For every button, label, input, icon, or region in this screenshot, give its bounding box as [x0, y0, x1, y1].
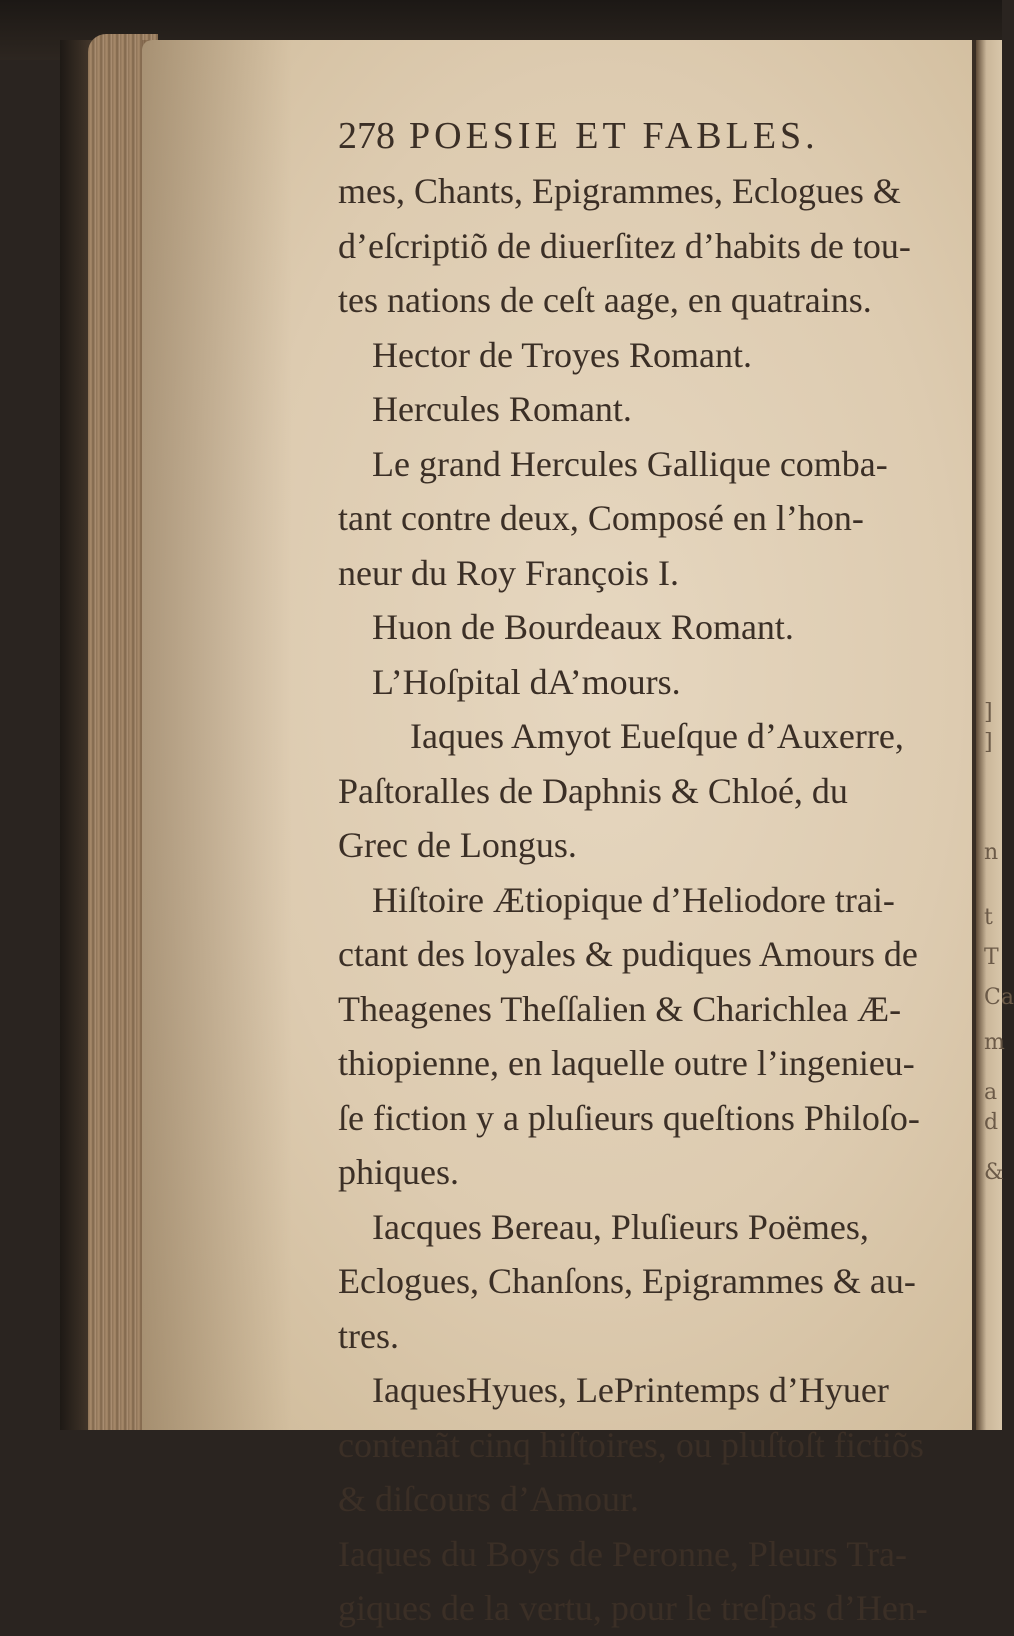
text-line: Hector de Troyes Romant. — [372, 334, 752, 375]
page-number: 278 — [338, 115, 395, 157]
text-line: IaquesHyues, LePrintemps d’Hyuer — [372, 1370, 889, 1410]
text-line: ſe fiction y a pluſieurs queſtions Philoſo- — [338, 1097, 920, 1138]
text-line: ctant des loyales & pudiques Amours de — [338, 934, 918, 974]
facing-page-fragment: n — [984, 840, 999, 865]
text-line: Eclogues, Chanſons, Epigrammes & au- — [338, 1261, 916, 1301]
facing-page-fragment: & — [984, 1160, 1004, 1185]
text-line: Hiſtoire Ætiopique d’Heliodore trai- — [372, 879, 895, 920]
facing-page-fragment: T — [984, 945, 999, 970]
text-line: Paſtoralles de Daphnis & Chloé, du — [338, 770, 848, 811]
text-line: giques de la vertu, pour le treſpas d’Hen- — [338, 1588, 928, 1628]
text-line: mes, Chants, Epigrammes, Eclogues & — [338, 171, 901, 211]
running-head — [338, 108, 938, 164]
text-line: phiques. — [338, 1152, 459, 1192]
text-line: tes nations de ceſt aage, en quatrains. — [338, 280, 872, 320]
running-title: POESIE ET FABLES. — [409, 115, 819, 157]
text-line: thiopienne, en laquelle outre l’ingenieu- — [338, 1043, 915, 1083]
text-line: Huon de Bourdeaux Romant. — [372, 607, 794, 647]
facing-page-fragment: ] — [984, 730, 993, 755]
text-line: tant contre deux, Composé en l’hon- — [338, 498, 864, 538]
page-shading — [142, 40, 292, 1430]
text-line: Hercules Romant. — [372, 389, 632, 429]
page-text — [338, 108, 938, 1636]
text-line: & diſcours d’Amour. — [338, 1479, 639, 1519]
text-line: Iacques Bereau, Pluſieurs Poëmes, — [372, 1206, 869, 1247]
text-line: Grec de Longus. — [338, 825, 577, 865]
facing-page-fragment: a — [984, 1080, 998, 1105]
text-line: d’eſcriptiõ de diuerſitez d’habits de tou- — [338, 225, 911, 266]
text-line: L’Hoſpital dA’mours. — [372, 661, 681, 702]
facing-page-fragment: m — [984, 1030, 1005, 1055]
text-line: Iaques Amyot Eueſque d’Auxerre, — [410, 716, 904, 756]
text-line: neur du Roy François I. — [338, 552, 679, 593]
body-lines — [338, 164, 938, 1636]
facing-page-fragment: t — [984, 905, 993, 930]
text-line: Le grand Hercules Gallique comba- — [372, 443, 888, 484]
facing-page-fragment: ] — [984, 700, 993, 725]
text-line: Iaques du Boys de Peronne, Pleurs Tra- — [338, 1533, 907, 1574]
facing-page-fragment: d — [984, 1110, 999, 1135]
text-line: contenãt cinq hiſtoires, ou pluſtoſt fictiõs — [338, 1424, 924, 1465]
text-line: tres. — [338, 1315, 399, 1356]
facing-page-fragment: Ca — [984, 985, 1014, 1010]
text-line: Theagenes Theſſalien & Charichlea Æ- — [338, 988, 902, 1029]
